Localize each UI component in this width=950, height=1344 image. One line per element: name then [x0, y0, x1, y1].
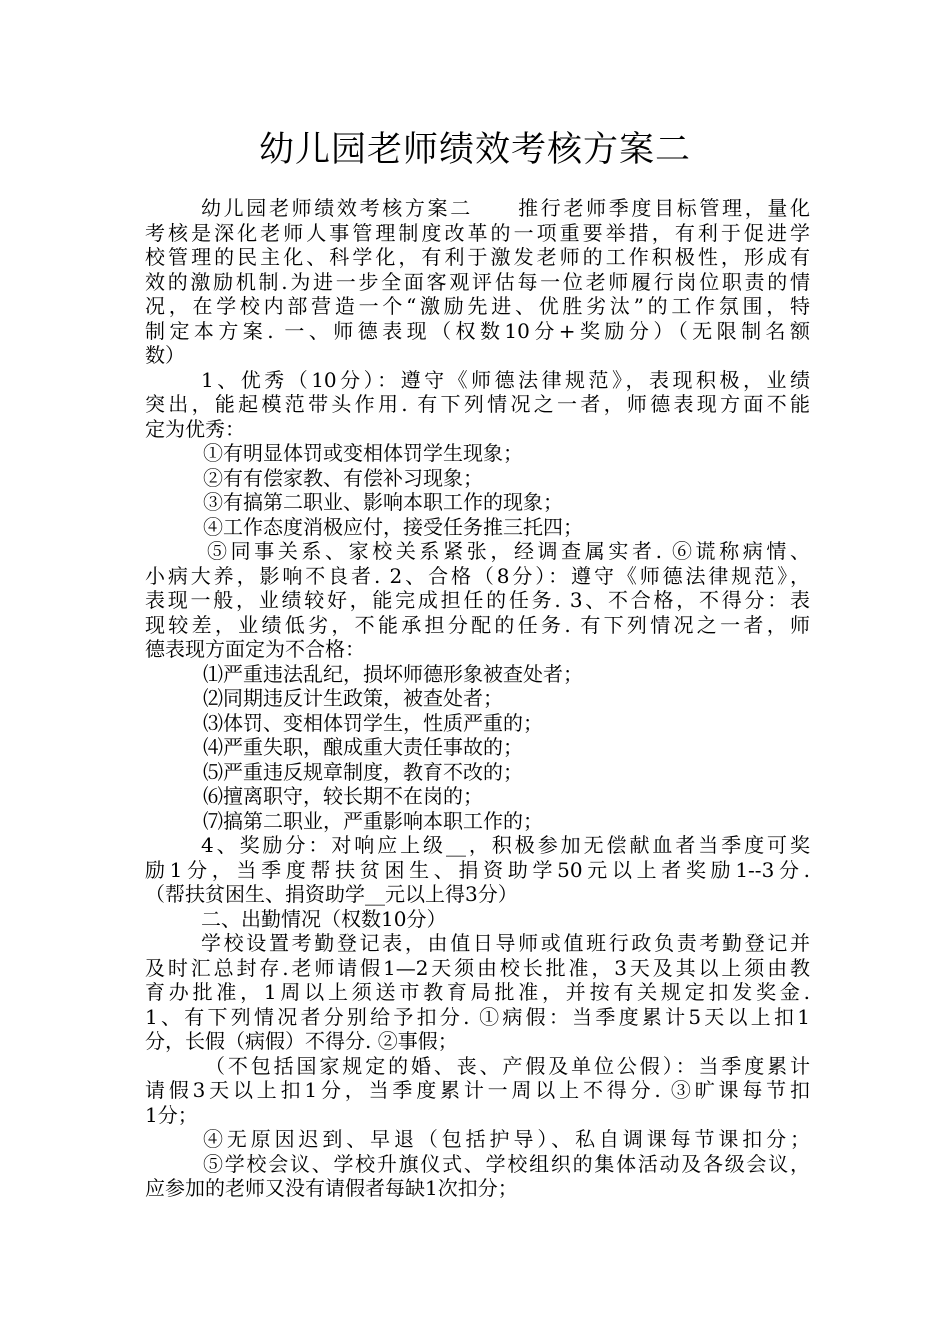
document-title: 幼儿园老师绩效考核方案二: [258, 130, 691, 170]
text-line: 及时汇总封存.老师请假1—2天须由校长批准，3天及其以上须由教: [145, 955, 810, 980]
text-line: 励1分，当季度帮扶贫困生、捐资助学50元以上者奖励1--3分.: [145, 857, 810, 882]
text-line: 德表现方面定为不合格：: [145, 637, 365, 661]
document-body: [145, 196, 810, 1201]
text-line: ⑤同事关系、家校关系紧张，经调查属实者. ⑥谎称病情、: [207, 539, 810, 563]
text-line: 育办批准，1周以上须送市教育局批准，并按有关规定扣发奖金.: [145, 980, 810, 1004]
text-line: 学校设置考勤登记表，由值日导师或值班行政负责考勤登记并: [201, 931, 810, 955]
text-line: （不包括国家规定的婚、丧、产假及单位公假）：当季度累计: [205, 1053, 810, 1078]
text-line: ④工作态度消极应付，接受任务推三托四；: [203, 514, 583, 539]
text-line: ⑹擅离职守，较长期不在岗的；: [203, 784, 483, 808]
text-line: 况，在学校内部营造一个“激励先进、优胜劣汰”的工作氛围，特: [145, 294, 810, 318]
text-line: 数）: [145, 343, 185, 367]
text-line: 请假3天以上扣1分，当季度累计一周以上不得分. ③旷课每节扣: [145, 1078, 810, 1102]
text-line: ③有搞第二职业、影响本职工作的现象；: [203, 490, 563, 514]
text-line: 1分；: [145, 1102, 198, 1127]
text-line: 制定本方案. 一、师德表现（权数10分+奖励分）（无限制名额: [145, 318, 810, 343]
text-line: 幼儿园老师绩效考核方案二 推行老师季度目标管理，量化: [201, 196, 810, 220]
text-line: 表现一般，业绩较好，能完成担任的任务. 3、不合格，不得分：表: [145, 588, 810, 612]
text-line: ⑴严重违法乱纪，损坏师德形象被查处者；: [203, 661, 583, 686]
text-line: ④无原因迟到、早退（包括护导）、私自调课每节课扣分；: [203, 1127, 810, 1151]
text-line: 定为优秀：: [145, 416, 245, 441]
text-line: ⑺搞第二职业，严重影响本职工作的；: [203, 808, 543, 833]
text-line: 现较差，业绩低劣，不能承担分配的任务. 有下列情况之一者，师: [145, 612, 810, 637]
text-line: ①有明显体罚或变相体罚学生现象；: [203, 441, 523, 465]
text-line: （帮扶贫困生、捐资助学__元以上得3分）: [145, 882, 518, 906]
text-line: ⑸严重违反规章制度，教育不改的；: [203, 759, 523, 784]
text-line: ⑶体罚、变相体罚学生，性质严重的；: [203, 710, 543, 735]
text-line: 1、有下列情况者分别给予扣分. ①病假：当季度累计5天以上扣1: [145, 1004, 810, 1029]
text-line: 考核是深化老师人事管理制度改革的一项重要举措，有利于促进学: [145, 220, 810, 245]
text-line: 4、奖励分：对响应上级__，积极参加无偿献血者当季度可奖: [201, 833, 810, 857]
text-line: ⑤学校会议、学校升旗仪式、学校组织的集体活动及各级会议，: [203, 1151, 810, 1176]
text-line: 二、出勤情况（权数10分）: [201, 906, 447, 931]
text-line: 分，长假（病假）不得分. ②事假；: [145, 1029, 458, 1053]
text-line: 1、优秀（10分）：遵守《师德法律规范》，表现积极，业绩: [201, 367, 810, 392]
text-line: ⑷严重失职，酿成重大责任事故的；: [203, 735, 523, 759]
text-line: 小病大养，影响不良者. 2、合格（8分）：遵守《师德法律规范》，: [145, 563, 810, 588]
text-line: 应参加的老师又没有请假者每缺1次扣分；: [145, 1176, 518, 1200]
text-line: 突出，能起模范带头作用. 有下列情况之一者，师德表现方面不能: [145, 392, 810, 416]
text-line: ⑵同期违反计生政策，被查处者；: [203, 686, 503, 710]
text-line: ②有有偿家教、有偿补习现象；: [203, 465, 483, 490]
text-line: 效的激励机制.为进一步全面客观评估每一位老师履行岗位职责的情: [145, 269, 810, 294]
text-line: 校管理的民主化、科学化，有利于激发老师的工作积极性，形成有: [145, 245, 810, 269]
